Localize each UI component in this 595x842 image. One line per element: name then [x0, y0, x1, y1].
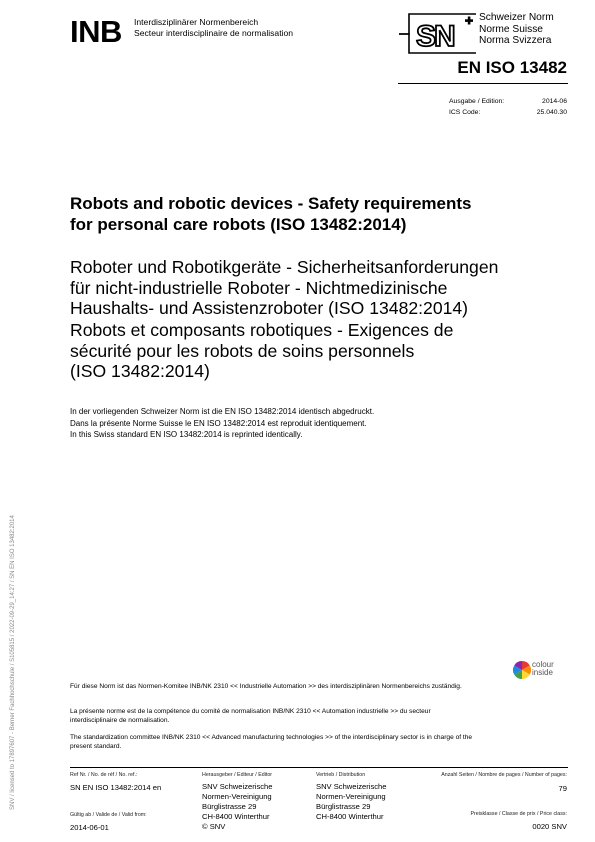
title-en-line: Robots and robotic devices - Safety requirements — [70, 194, 472, 213]
committee-fr-line: La présente norme est de la compétence du comité de normalisation INB/NK 2310 << Automation industrielle >> du secteur — [70, 708, 431, 715]
adoption-note — [70, 406, 570, 441]
adoption-note-en: In this Swiss standard EN ISO 13482:2014 is reprinted identically. — [70, 430, 303, 439]
title-fr-line: (ISO 13482:2014) — [70, 361, 210, 381]
committee-fr — [70, 707, 570, 725]
swiss-cross-icon — [464, 16, 474, 26]
ref-value: SN EN ISO 13482:2014 en — [70, 783, 162, 792]
price-class-value: 0020 SNV — [532, 822, 567, 831]
title-de-line: Haushalts- und Assistenzroboter (ISO 13482:2014) — [70, 298, 469, 318]
publisher-address — [202, 782, 272, 832]
snv-logo-mark — [398, 12, 478, 54]
valid-from-value: 2014-06-01 — [70, 823, 109, 832]
edition-label: Ausgabe / Edition: — [449, 98, 505, 105]
colour-inside-icon — [512, 660, 532, 680]
header-divider — [398, 83, 568, 84]
inb-name-fr: Secteur interdisciplinaire de normalisation — [134, 28, 294, 38]
title-french — [70, 320, 570, 382]
committee-en-line: present standard. — [70, 743, 122, 750]
pages-value: 79 — [558, 784, 567, 793]
title-fr-line: sécurité pour les robots de soins personnels — [70, 340, 415, 361]
distribution-address — [316, 782, 386, 822]
publisher-line: Bürglistrasse 29 — [202, 802, 257, 811]
committee-de: Für diese Norm ist das Normen-Komitee INB/NK 2310 << Industrielle Automation >> des interdisziplinären Normenbereichs zuständig. — [70, 683, 462, 690]
ref-label: Ref Nr. / No. de réf / No. ref.: — [70, 772, 138, 778]
committee-fr-line: interdisciplinaire de normalisation. — [70, 717, 170, 724]
edition-value: 2014-06 — [542, 98, 567, 105]
committee-en — [70, 733, 570, 751]
norm-name-fr: Norme Suisse — [479, 23, 543, 35]
license-watermark: SNV / licensed to 17897607 - Berner Fachhochschule / S105815 / 2022-09-29_14:27 / SN EN ISO 13482:2014 — [10, 515, 16, 810]
colour-inside-line: inside — [532, 668, 553, 677]
pages-label: Anzahl Seiten / Nombre de pages / Number of pages: — [441, 772, 567, 778]
valid-from-label: Gültig ab / Valide de / Valid from: — [70, 812, 147, 818]
title-english — [70, 193, 570, 235]
footer-divider — [70, 767, 568, 768]
colour-inside-line: colour — [532, 660, 554, 669]
norm-name-it: Norma Svizzera — [479, 35, 552, 46]
colour-inside-label — [532, 661, 554, 677]
publisher-line: CH-8400 Winterthur — [202, 812, 270, 821]
snv-logo-text: SN — [416, 20, 454, 53]
distribution-line: Normen-Vereinigung — [316, 792, 386, 801]
ics-label: ICS Code: — [449, 109, 481, 116]
inb-logo: INB — [70, 14, 122, 49]
edition-meta — [0, 96, 595, 120]
distribution-line: Bürglistrasse 29 — [316, 802, 371, 811]
publisher-label: Herausgeber / Editeur / Editor — [202, 772, 273, 778]
publisher-line: SNV Schweizerische — [202, 782, 273, 791]
copyright-line: © SNV — [202, 822, 226, 831]
standard-number: EN ISO 13482 — [457, 58, 567, 77]
publisher-line: Normen-Vereinigung — [202, 792, 272, 801]
ics-value: 25.040.30 — [536, 109, 567, 116]
norm-names — [479, 12, 554, 47]
price-class-label: Preisklasse / Classe de prix / Price class: — [470, 811, 567, 817]
inb-name-de: Interdisziplinärer Normenbereich — [134, 17, 259, 27]
title-de-line: Roboter und Robotikgeräte - Sicherheitsanforderungen — [70, 257, 499, 277]
title-fr-line: Robots et composants robotiques - Exigences de — [70, 320, 454, 340]
distribution-label: Vertrieb / Distribution — [316, 772, 366, 778]
inb-organization-name — [134, 17, 293, 39]
committee-en-line: The standardization committee INB/NK 2310 << Advanced manufacturing technologies >> of the interdisciplinary sector is in charge of the — [70, 734, 473, 741]
adoption-note-fr: Dans la présente Norme Suisse le EN ISO 13482:2014 est reproduit identiquement. — [70, 418, 367, 428]
title-de-line: für nicht-industrielle Roboter - Nichtmedizinische — [70, 277, 448, 298]
adoption-note-de: In der vorliegenden Schweizer Norm ist die EN ISO 13482:2014 identisch abgedruckt. — [70, 407, 375, 416]
distribution-line: SNV Schweizerische — [316, 782, 387, 791]
title-german — [70, 257, 570, 319]
distribution-line: CH-8400 Winterthur — [316, 812, 384, 821]
norm-name-de: Schweizer Norm — [479, 12, 554, 23]
title-en-line: for personal care robots (ISO 13482:2014) — [70, 215, 407, 234]
